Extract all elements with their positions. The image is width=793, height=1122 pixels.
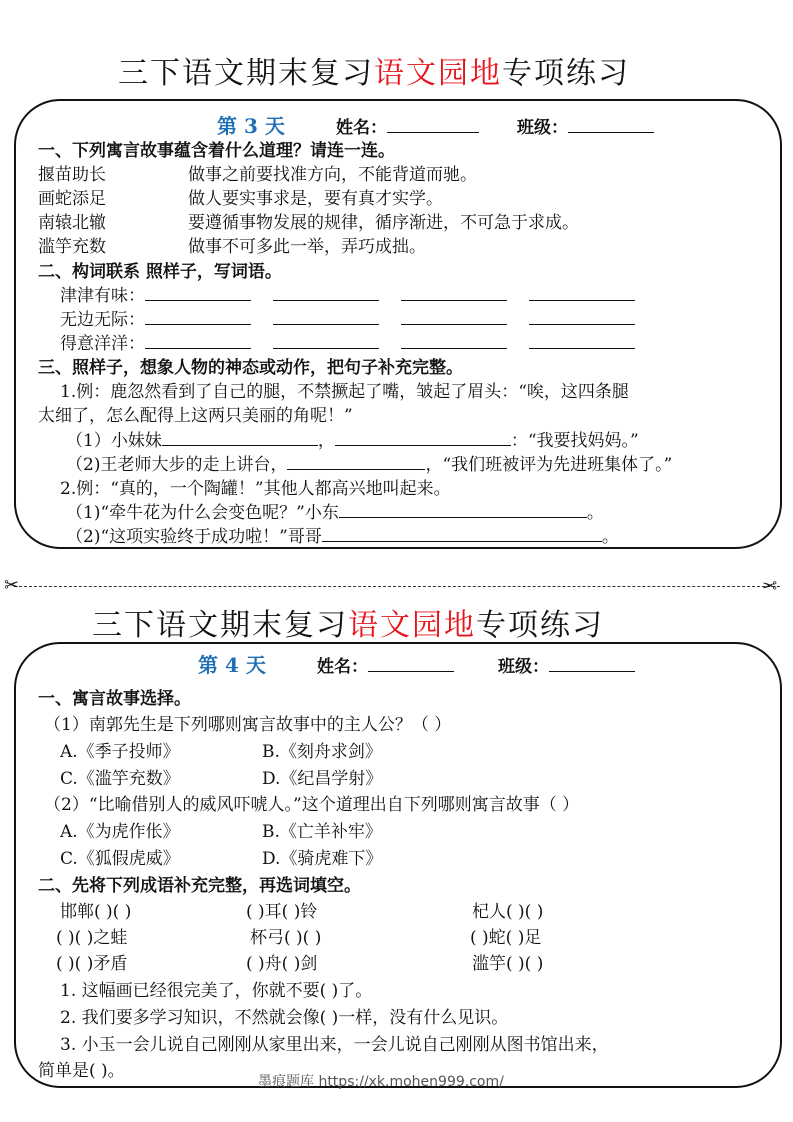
answer-blank[interactable] [162,445,318,446]
idiom-1[interactable]: 揠苗助长 [38,165,106,185]
idiom-fill-4[interactable]: ( )( )之蛙 [56,928,128,948]
word-row-1: 津津有味： [60,281,635,306]
fill-sentence-2[interactable]: 2. 我们要多学习知识，不然就会像( )一样，没有什么见识。 [60,1008,509,1028]
idiom-2[interactable]: 画蛇添足 [38,189,106,209]
fill-sentence-3a[interactable]: 3. 小玉一会儿说自己刚刚从家里出来，一会儿说自己刚刚从图书馆出来， [60,1035,609,1055]
option-1b[interactable]: B.《刻舟求剑》 [262,742,382,762]
idiom-fill-7[interactable]: ( )( )矛盾 [56,954,128,974]
name-label-4: 姓名： [317,652,454,677]
answer-blank[interactable] [322,541,602,542]
idiom-fill-2[interactable]: ( )耳( )铃 [246,902,318,922]
watermark: 墨痕题库 https://xk.mohen999.com/ [258,1074,504,1090]
idiom-fill-6[interactable]: ( )蛇( )足 [470,928,542,948]
word-blank[interactable] [273,300,379,301]
answer-blank[interactable] [335,445,511,446]
sentence-1: （1）小妹妹 ， ：“我要找妈妈。” [66,431,639,451]
word-blank[interactable] [401,324,507,325]
q2-heading: 二、构词联系 照样子，写词语。 [38,262,282,282]
meaning-3[interactable]: 要遵循事物发展的规律，循序渐进，不可急于求成。 [188,213,579,233]
answer-blank[interactable] [339,517,587,518]
scissors-right-icon: ✂ [762,576,778,597]
answer-blank[interactable] [287,469,425,470]
meaning-4[interactable]: 做事不可多此一举，弄巧成拙。 [188,237,426,257]
option-1d[interactable]: D.《纪昌学射》 [262,769,383,789]
mc-question-1: （1）南郭先生是下列哪则寓言故事中的主人公？（ ） [44,715,452,735]
example-1-line-b: 太细了，怎么配得上这两只美丽的角呢！” [38,406,353,426]
name-blank[interactable] [368,671,454,672]
word-blank[interactable] [529,324,635,325]
option-1c[interactable]: C.《滥竽充数》 [60,769,180,789]
class-label-4: 班级： [498,652,635,677]
q2-heading-4: 二、先将下列成语补充完整，再选词填空。 [38,876,361,896]
option-2a[interactable]: A.《为虎作伥》 [60,822,180,842]
idiom-fill-1[interactable]: 邯郸( )( ) [60,902,132,922]
name-blank[interactable] [387,132,479,133]
example-1-line-a: 1.例：鹿忽然看到了自己的腿，不禁撅起了嘴，皱起了眉头：“唉，这四条腿 [60,382,629,402]
option-1a[interactable]: A.《季子投师》 [60,742,180,762]
scissors-left-icon: ✂ [4,575,20,596]
q1-heading-4: 一、寓言故事选择。 [38,689,191,709]
meaning-2[interactable]: 做人要实事求是，要有真才实学。 [188,189,443,209]
word-blank[interactable] [401,348,507,349]
idiom-3[interactable]: 南辕北辙 [38,213,106,233]
word-blank[interactable] [145,348,251,349]
word-row-3: 得意洋洋： [60,329,635,354]
example-2: 2.例：“真的，一个陶罐！”其他人都高兴地叫起来。 [60,479,451,499]
class-label-3: 班级： [517,113,654,138]
name-label-3: 姓名： [336,113,479,138]
page-title-top: 三下语文期末复习语文园地专项练习 [118,56,630,91]
class-blank[interactable] [568,132,654,133]
word-blank[interactable] [145,300,251,301]
meaning-1[interactable]: 做事之前要找准方向，不能背道而驰。 [188,165,477,185]
idiom-fill-8[interactable]: ( )舟( )剑 [246,954,318,974]
sentence-4: （2)“这项实验终于成功啦！”哥哥 。 [66,527,619,547]
word-row-2: 无边无际： [60,305,635,330]
word-blank[interactable] [529,348,635,349]
idiom-fill-3[interactable]: 杞人( )( ) [472,902,544,922]
sentence-3: （1)“牵牛花为什么会变色呢？”小东 。 [66,503,604,523]
q3-heading: 三、照样子，想象人物的神态或动作，把句子补充完整。 [38,358,463,378]
word-blank[interactable] [401,300,507,301]
word-blank[interactable] [529,300,635,301]
mc-question-2: （2）“比喻借别人的威风吓唬人。”这个道理出自下列哪则寓言故事（ ） [44,795,580,815]
option-2b[interactable]: B.《亡羊补牢》 [262,822,382,842]
day-label-4: 第 4 天 [198,653,266,677]
fill-sentence-1[interactable]: 1. 这幅画已经很完美了，你就不要( )了。 [60,981,373,1001]
cut-line [14,586,780,587]
word-blank[interactable] [273,324,379,325]
sentence-2: （2)王老师大步的走上讲台， ，“我们班被评为先进班集体了。” [66,455,673,475]
option-2d[interactable]: D.《骑虎难下》 [262,849,383,869]
class-blank[interactable] [549,671,635,672]
word-blank[interactable] [145,324,251,325]
idiom-fill-5[interactable]: 杯弓( )( ) [250,928,322,948]
fill-sentence-3b[interactable]: 简单是( )。 [38,1061,125,1081]
idiom-fill-9[interactable]: 滥竽( )( ) [472,954,544,974]
option-2c[interactable]: C.《狐假虎威》 [60,849,180,869]
page-title-bottom: 三下语文期末复习语文园地专项练习 [92,608,604,643]
word-blank[interactable] [273,348,379,349]
idiom-4[interactable]: 滥竽充数 [38,237,106,257]
day-label-3: 第 3 天 [217,114,285,138]
q1-heading: 一、下列寓言故事蕴含着什么道理？请连一连。 [38,141,395,161]
